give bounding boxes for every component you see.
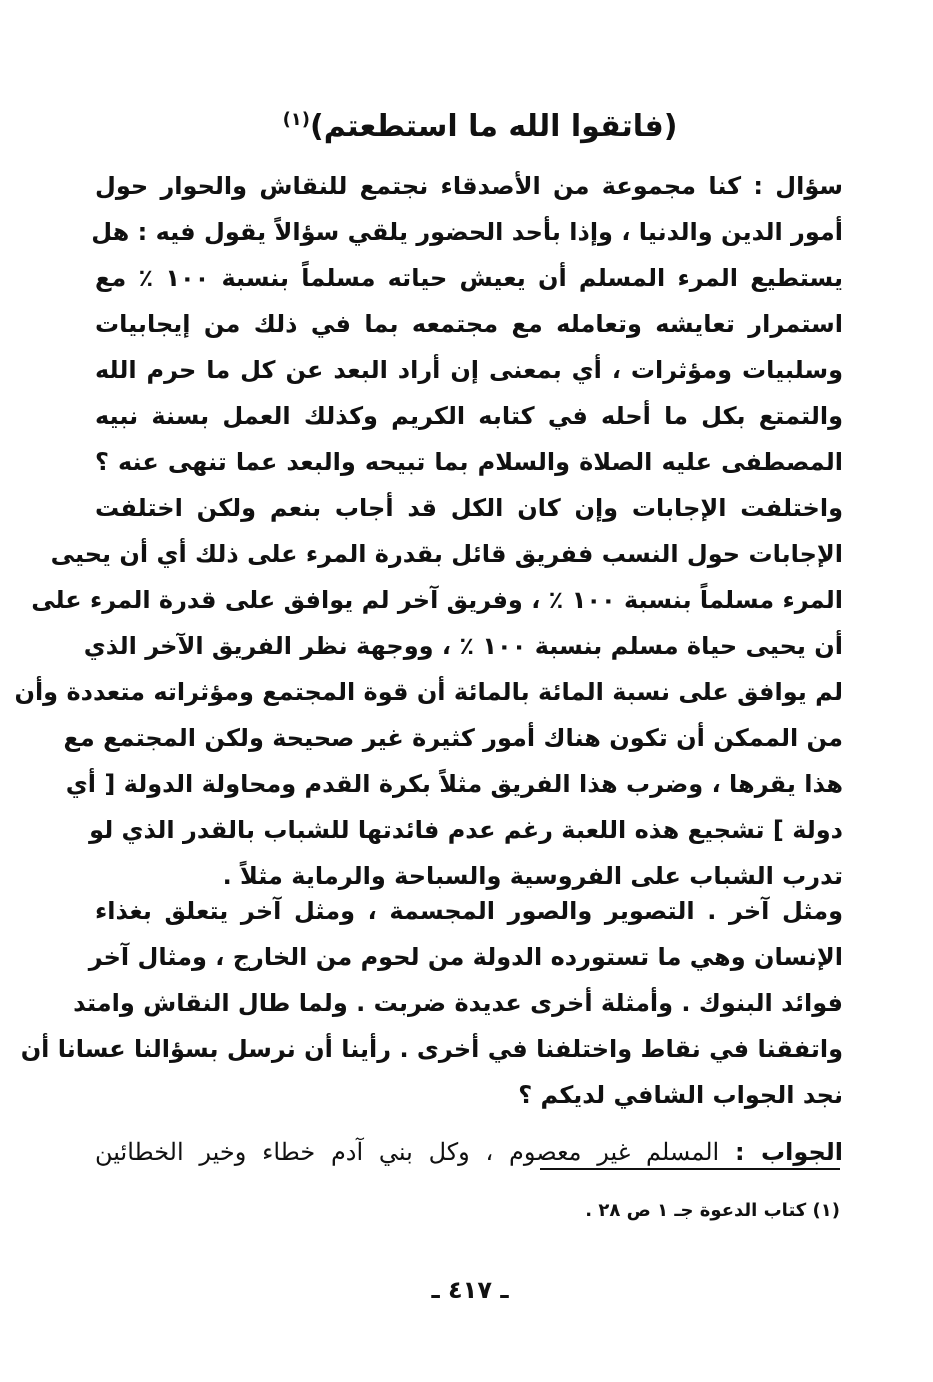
title-footnote-ref: (١) — [282, 109, 311, 130]
text-line: لم يوافق على نسبة المائة بالمائة أن قوة المجتمع ومؤثراته متعددة وأن — [14, 678, 843, 706]
text-line: يستطيع المرء المسلم أن يعيش حياته مسلماً بنسبة ١٠٠ ٪ مع — [95, 264, 843, 292]
text-line: دولة ] تشجيع هذه اللعبة رغم عدم فائدتها للشباب بالقدر الذي لو — [89, 816, 843, 844]
text-line: من الممكن أن تكون هناك أمور كثيرة غير صحيحة ولكن المجتمع مع — [63, 724, 843, 752]
text-line: نجد الجواب الشافي لديكم ؟ — [518, 1081, 843, 1109]
text-line: الإنسان وهي ما تستورده الدولة من لحوم من الخارج ، ومثال آخر — [88, 943, 843, 971]
text-line: تدرب الشباب على الفروسية والسباحة والرماية مثلاً . — [222, 862, 843, 890]
text-line: ومثل آخر . التصوير والصور المجسمة ، ومثل آخر يتعلق بغذاء — [95, 897, 843, 925]
text-line: وسلبيات ومؤثرات ، أي بمعنى إن أراد البعد عن كل ما حرم الله — [95, 356, 843, 384]
text-line: والتمتع بكل ما أحله في كتابه الكريم وكذلك العمل بسنة نبيه — [95, 402, 843, 430]
text-line: فوائد البنوك . وأمثلة أخرى عديدة ضربت . ولما طال النقاش وامتد — [73, 989, 843, 1017]
page-number: ـ ٤١٧ ـ — [431, 1276, 509, 1304]
footnote-divider — [540, 1168, 840, 1170]
text-line: أن يحيى حياة مسلم بنسبة ١٠٠ ٪ ، ووجهة نظر الفريق الآخر الذي — [83, 632, 843, 660]
text-line: استمرار تعايشه وتعامله مع مجتمعه بما في ذلك من إيجابيات — [95, 310, 843, 338]
answer-text: المسلم غير معصوم ، وكل بني آدم خطاء وخير الخطائين — [95, 1138, 720, 1166]
text-line: واختلفت الإجابات وإن كان الكل قد أجاب بنعم ولكن اختلفت — [95, 494, 843, 522]
text-line: أمور الدين والدنيا ، وإذا بأحد الحضور يلقي سؤالاً يقول فيه : هل — [91, 218, 843, 246]
text-line: الإجابات حول النسب ففريق قائل بقدرة المرء على ذلك أي أن يحيى — [50, 540, 843, 568]
text-line: واتفقنا في نقاط واختلفنا في أخرى . رأينا أن نرسل بسؤالنا عسانا أن — [20, 1035, 843, 1063]
examples-paragraph — [20, 888, 843, 1118]
page-title — [120, 92, 840, 155]
answer-label: الجواب : — [734, 1138, 843, 1166]
footnote: (١) كتاب الدعوة جـ ١ ص ٢٨ . — [585, 1200, 840, 1221]
title-text: (فاتقوا الله ما استطعتم) — [310, 109, 678, 144]
text-line: المصطفى عليه الصلاة والسلام بما تبيحه والبعد عما تنهى عنه ؟ — [95, 448, 843, 476]
text-line: المرء مسلماً بنسبة ١٠٠ ٪ ، وفريق آخر لم يوافق على قدرة المرء على — [31, 586, 843, 614]
text-line: سؤال : كنا مجموعة من الأصدقاء نجتمع للنقاش والحوار حول — [95, 172, 843, 200]
text-line: هذا يقرها ، وضرب هذا الفريق مثلاً بكرة القدم ومحاولة الدولة [ أي — [65, 770, 843, 798]
question-paragraph — [14, 163, 843, 899]
